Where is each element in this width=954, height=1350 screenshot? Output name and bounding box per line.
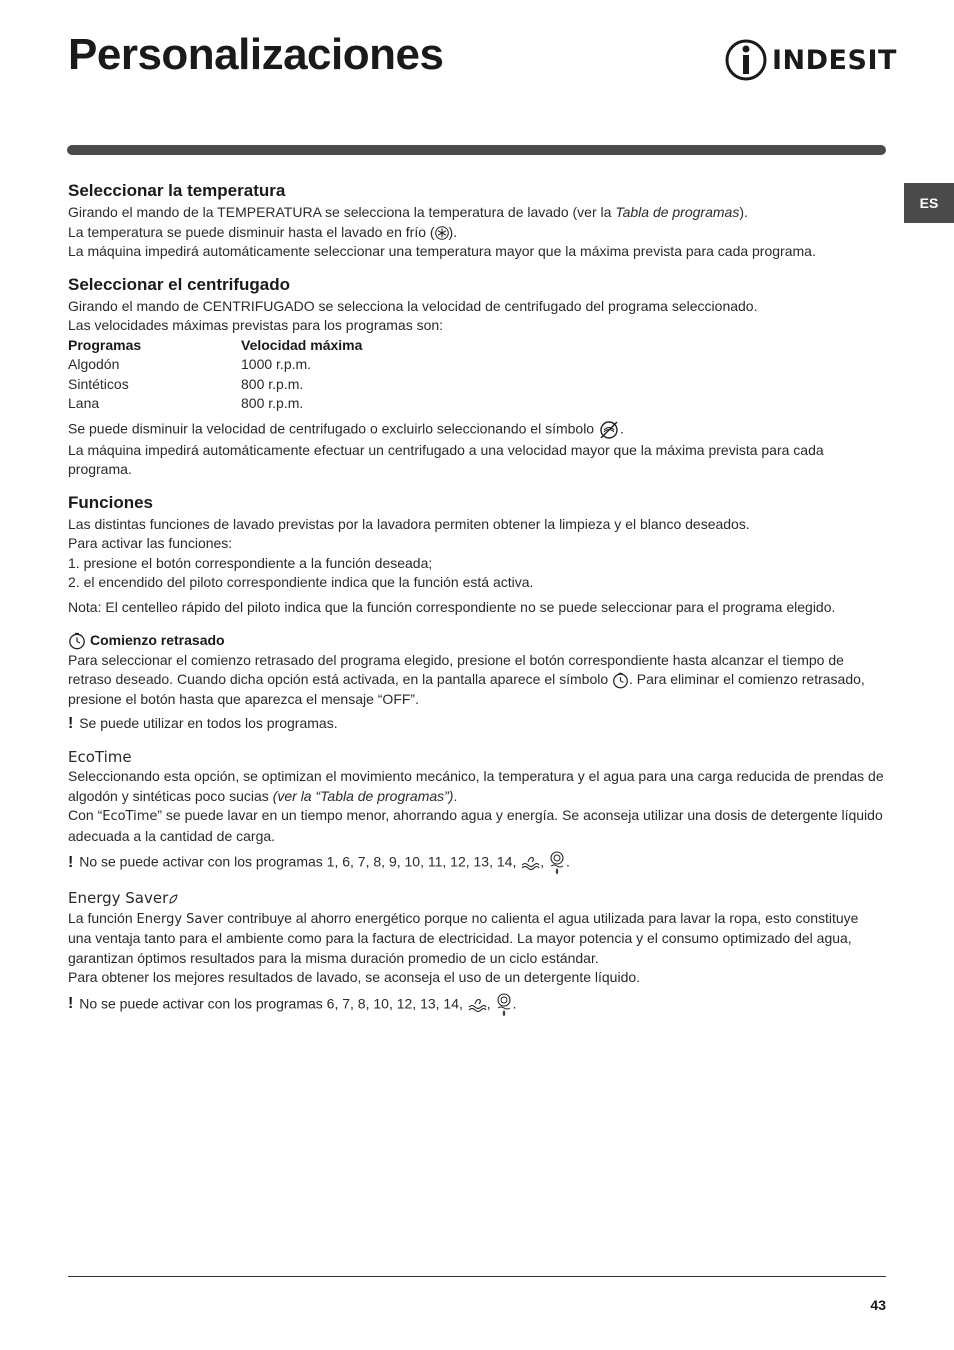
ecotime-text: Seleccionando esta opción, se optimizan el movimiento mecánico, la temperatura y el agua para una carga reducida de prendas de algodón y sintéticas poco sucias (ver la “Tabla de programas”). [68,768,884,804]
temperature-text: La temperatura se puede disminuir hasta el lavado en frío ( ). [68,223,458,240]
spin-section [68,274,884,480]
brand-logo [724,38,897,82]
table-cell: Sintéticos [68,375,129,392]
table-header: Velocidad máxima [241,336,363,353]
functions-note: Nota: El centelleo rápido del piloto indica que la función correspondiente no se puede seleccionar para el programa elegido. [68,598,836,615]
speed-table [68,336,362,414]
leaf-icon [168,893,178,905]
ecotime-warning: ! No se puede activar con los programas 1, 6, 7, 8, 9, 10, 11, 12, 13, 14, , . [68,851,884,875]
no-spin-icon [598,419,620,441]
hand-wash-icon [467,996,487,1014]
table-row [68,355,362,375]
energy-saver-text: La función Energy Saver contribuye al ahorro energético porque no calienta el agua utilizada para lavar la ropa, esto constituye una ventaja tanto para el ambiente como para la factura de electricidad. La mayor potencia y el consumo optimizado del agua, garantizan óptimos resultados para la misma duración promedio de un ciclo estándar. [68,909,859,966]
table-cell: 800 r.p.m. [241,375,304,392]
functions-heading: Funciones [68,492,154,512]
functions-text: Las distintas funciones de lavado previstas por la lavadora permiten obtener la limpieza y el blanco deseados. [68,515,750,532]
page-number: 43 [870,1297,886,1313]
snowflake-icon [435,226,449,240]
functions-section [68,492,884,1017]
timer-icon [68,632,86,650]
energy-saver-warning: ! No se puede activar con los programas 6, 7, 8, 10, 12, 13, 14, , . [68,993,884,1017]
table-row [68,394,362,414]
delay-start-text: Para seleccionar el comienzo retrasado del programa elegido, presione el botón correspondiente hasta alcanzar el tiempo de retraso deseado. Cuando dicha opción está activada, en la pantalla aparece el símbolo . Para eliminar el comienzo retrasado, presione el botón hasta que aparezca el mensaje “OFF”. [68,651,865,707]
energy-saver-label: Energy Saver [68,889,178,909]
temperature-heading: Seleccionar la temperatura [68,181,286,200]
table-header-row [68,336,362,356]
hand-wash-icon [520,854,540,872]
timer-icon [612,672,629,689]
ecotime-label: EcoTime [68,747,132,766]
functions-text: Para activar las funciones: [68,535,233,551]
indesit-logo-icon [724,38,768,82]
temperature-section [68,180,884,262]
spin-text: Las velocidades máximas previstas para los programas son: [68,317,444,333]
spin-text: Se puede disminuir la velocidad de centrifugado o excluirlo seleccionando el símbolo . [68,419,884,441]
temperature-text: Girando el mando de la TEMPERATURA se selecciona la temperatura de lavado (ver la Tabla de programas). [68,204,748,220]
spin-drain-icon [495,993,513,1017]
brand-name: INDESIT [772,44,897,76]
page-title: Personalizaciones [68,30,444,79]
spin-text: La máquina impedirá automáticamente efectuar un centrifugado a una velocidad mayor que la máxima prevista para cada programa. [68,441,824,477]
temperature-text: La máquina impedirá automáticamente seleccionar una temperatura mayor que la máxima prevista para cada programa. [68,243,816,259]
functions-step: 2. el encendido del piloto correspondiente indica que la función está activa. [68,574,534,590]
table-cell: Algodón [68,356,120,372]
spin-text: Girando el mando de CENTRIFUGADO se selecciona la velocidad de centrifugado del programa seleccionado. [68,297,758,314]
delay-start-warning: ! Se puede utilizar en todos los programas. [68,715,338,732]
delay-start-heading: Comienzo retrasado [68,631,884,651]
main-content [68,180,884,1017]
ecotime-text: Con “EcoTime” se puede lavar en un tiempo menor, ahorrando agua y energía. Se aconseja utilizar una dosis de detergente líquido adecuada a la cantidad de carga. [68,807,883,844]
table-row [68,375,362,395]
functions-step: 1. presione el botón correspondiente a la función deseada; [68,554,433,571]
footer-divider [68,1276,886,1277]
table-cell: 1000 r.p.m. [241,356,312,372]
spin-drain-icon [548,851,566,875]
table-header: Programas [68,336,142,353]
language-tab: ES [904,183,954,223]
energy-saver-text: Para obtener los mejores resultados de lavado, se aconseja el uso de un detergente líquido. [68,969,641,985]
table-cell: 800 r.p.m. [241,395,304,411]
spin-heading: Seleccionar el centrifugado [68,274,291,294]
header-divider [67,145,886,155]
table-cell: Lana [68,395,100,411]
